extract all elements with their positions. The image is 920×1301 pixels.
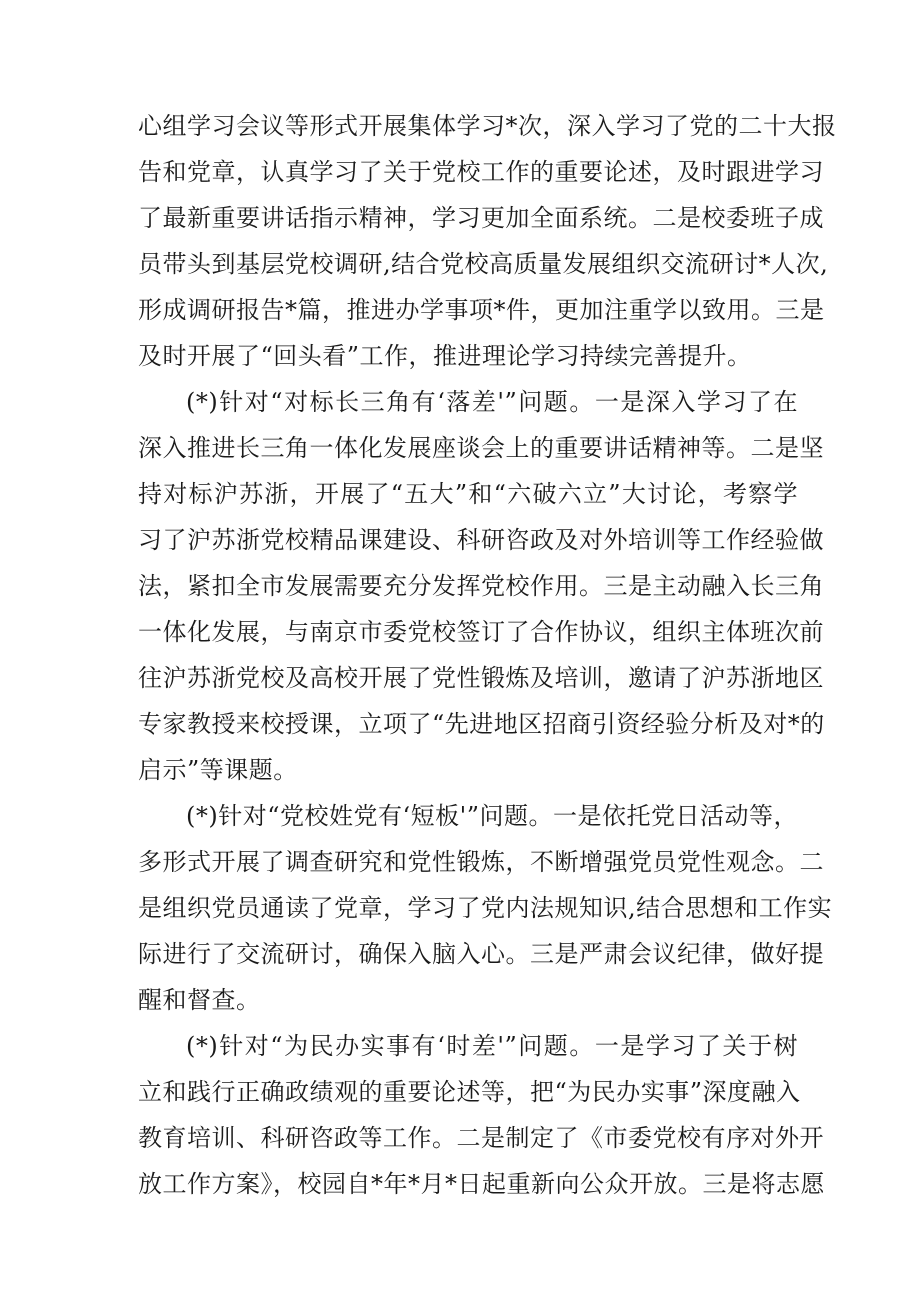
text-line: 持对标沪苏浙，开展了“五大”和“六破六立”大讨论，考察学: [138, 480, 798, 508]
text-line: 启示”等课题。: [138, 756, 298, 784]
text-line: (*)针对“为民办实事有‘时差'”问题。一是学习了关于树: [186, 1032, 798, 1060]
text-line: 一体化发展，与南京市委党校签订了合作协议，组织主体班次前: [138, 618, 824, 646]
text-line: (*)针对“党校姓党有‘短板'”问题。一是依托党日活动等，: [186, 802, 798, 830]
text-line: 员带头到基层党校调研,结合党校高质量发展组织交流研讨*人次,: [138, 250, 829, 278]
text-line: 告和党章，认真学习了关于党校工作的重要论述，及时跟进学习: [138, 158, 824, 186]
text-line: 醒和督查。: [138, 986, 261, 1014]
text-line: 是组织党员通读了党章，学习了党内法规知识,结合思想和工作实: [138, 894, 833, 922]
text-line: 法，紧扣全市发展需要充分发挥党校作用。三是主动融入长三角: [138, 572, 824, 600]
text-line: 往沪苏浙党校及高校开展了党性锻炼及培训，邀请了沪苏浙地区: [138, 664, 824, 692]
document-body: [138, 103, 837, 1207]
text-line: 立和践行正确政绩观的重要论述等，把“为民办实事”深度融入: [138, 1078, 801, 1106]
text-line: 习了沪苏浙党校精品课建设、科研咨政及对外培训等工作经验做: [138, 526, 824, 554]
text-line: 放工作方案》，校园自*年*月*日起重新向公众开放。三是将志愿: [138, 1170, 825, 1198]
paragraph-2: [138, 379, 825, 793]
text-line: 了最新重要讲话指示精神，学习更加全面系统。二是校委班子成: [138, 204, 824, 232]
text-line: 形成调研报告*篇，推进办学事项*件，更加注重学以致用。三是: [138, 296, 825, 324]
text-line: 及时开展了“回头看”工作，推进理论学习持续完善提升。: [138, 342, 752, 370]
text-line: 际进行了交流研讨，确保入脑入心。三是严肃会议纪律，做好提: [138, 940, 824, 968]
text-line: 专家教授来校授课，立项了“先进地区招商引资经验分析及对*的: [138, 710, 825, 738]
paragraph-1: [138, 103, 837, 379]
text-line: (*)针对“对标长三角有‘落差'”问题。一是深入学习了在: [186, 388, 798, 416]
text-line: 教育培训、科研咨政等工作。二是制定了《市委党校有序对外开: [138, 1124, 824, 1152]
paragraph-4: [138, 1023, 825, 1207]
text-line: 深入推进长三角一体化发展座谈会上的重要讲话精神等。二是坚: [138, 434, 824, 462]
text-line: 多形式开展了调查研究和党性锻炼，不断增强党员党性观念。二: [138, 848, 824, 876]
text-line: 心组学习会议等形式开展集体学习*次，深入学习了党的二十大报: [138, 112, 837, 140]
paragraph-3: [138, 793, 833, 1023]
